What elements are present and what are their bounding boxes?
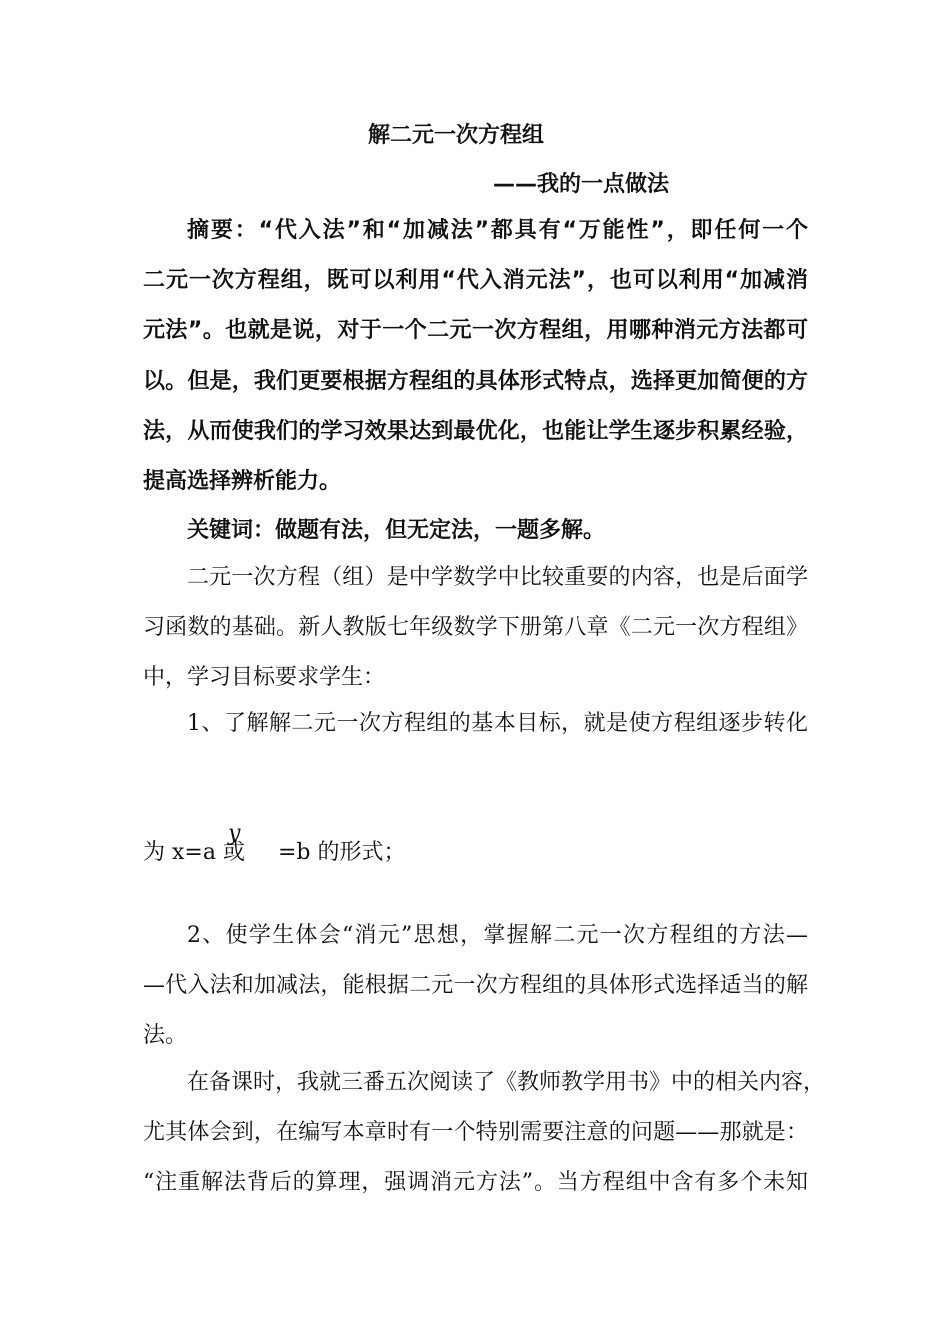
document-title: 解二元一次方程组 bbox=[368, 123, 545, 148]
abstract-line-6: 提高选择辨析能力。 bbox=[143, 469, 342, 494]
keywords-label: 关键词： bbox=[187, 518, 276, 543]
goal2-line-3: 法。 bbox=[143, 1023, 188, 1048]
keywords-line bbox=[187, 516, 808, 546]
abstract-line-5: 法，从而使我们的学习效果达到最优化，也能让学生逐步积累经验， bbox=[143, 419, 808, 444]
intro-line-1: 二元一次方程（组）是中学数学中比较重要的内容，也是后面学 bbox=[187, 565, 808, 590]
abstract-line-4: 以。但是，我们更要根据方程组的具体形式特点，选择更加简便的方 bbox=[143, 369, 808, 394]
intro-line-2: 习函数的基础。新人教版七年级数学下册第八章《二元一次方程组》 bbox=[143, 615, 808, 640]
document-subtitle: ——我的一点做法 bbox=[493, 172, 670, 197]
goal2-line-2: —代入法和加减法，能根据二元一次方程组的具体形式选择适当的解 bbox=[143, 973, 808, 998]
abstract-line-2: 二元一次方程组，既可以利用“代入消元法”，也可以利用“加减消 bbox=[143, 268, 808, 293]
goal2-line-1: 2、使学生体会“消元”思想，掌握解二元一次方程组的方法— bbox=[187, 923, 808, 948]
goal1-line-1: 1、了解解二元一次方程组的基本目标，就是使方程组逐步转化 bbox=[187, 711, 808, 736]
keywords-text: 做题有法，但无定法，一题多解。 bbox=[275, 518, 606, 543]
math-variable-y: y bbox=[228, 821, 241, 846]
abstract-line-3: 元法”。也就是说，对于一个二元一次方程组，用哪种消元方法都可 bbox=[143, 318, 808, 343]
prep-line-2: 尤其体会到，在编写本章时有一个特别需要注意的问题——那就是： bbox=[143, 1120, 808, 1145]
prep-line-1: 在备课时，我就三番五次阅读了《教师教学用书》中的相关内容， bbox=[187, 1070, 826, 1095]
abstract-label: 摘要： bbox=[187, 218, 259, 243]
prep-line-3: “注重解法背后的算理，强调消元方法”。当方程组中含有多个未知 bbox=[143, 1170, 808, 1195]
goal1-line-2: 为 x=a 或 =b 的形式； bbox=[143, 840, 406, 865]
intro-line-3: 中，学习目标要求学生： bbox=[143, 665, 386, 690]
abstract-line-1: 摘要：“代入法”和“加减法”都具有“万能性”，即任何一个 bbox=[187, 218, 808, 243]
